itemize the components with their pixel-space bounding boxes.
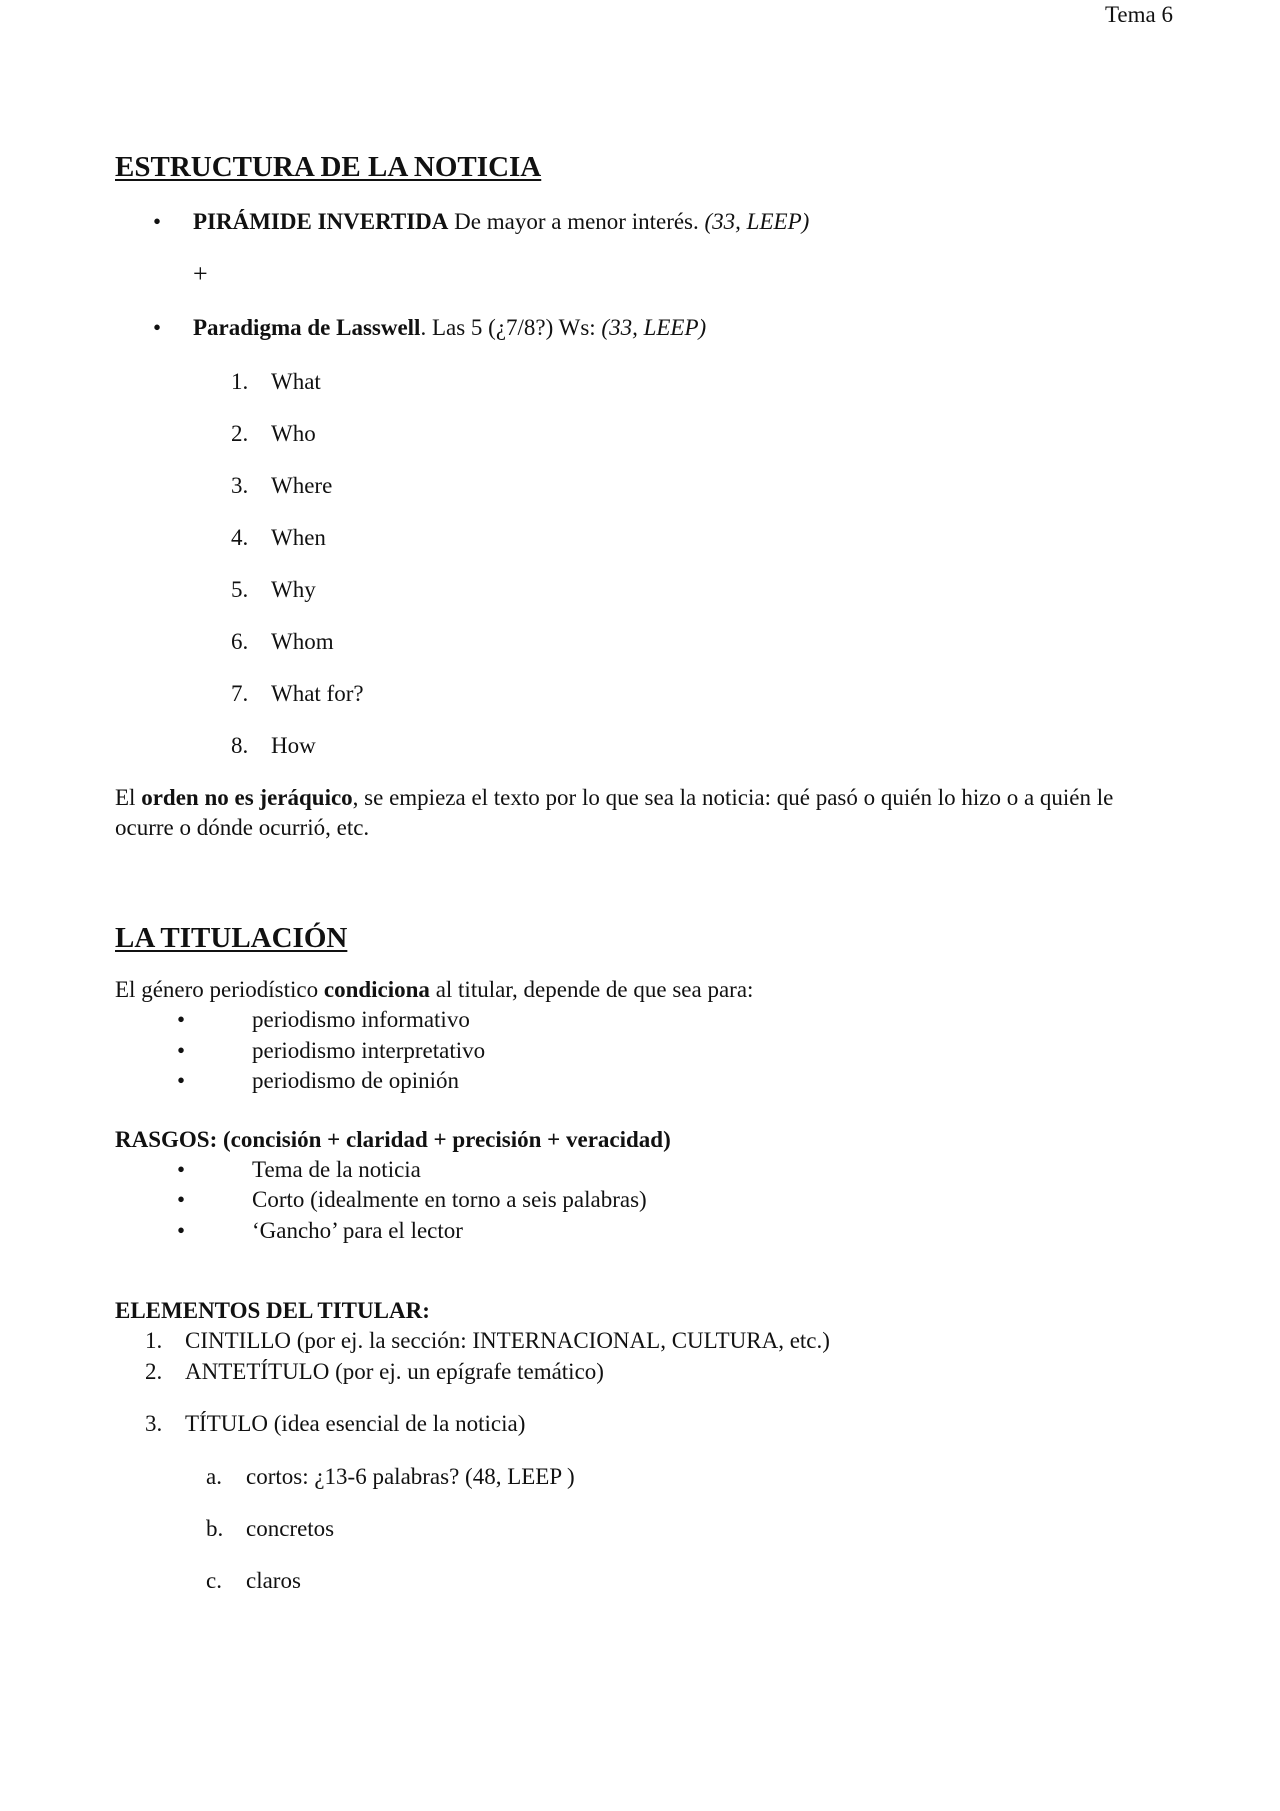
bullet-bold-term: Paradigma de Lasswell bbox=[193, 314, 421, 340]
document-body bbox=[115, 150, 1175, 1618]
titulo-sublist bbox=[115, 1462, 1175, 1618]
list-item: 2. Who bbox=[231, 420, 316, 446]
section-heading-titulacion: LA TITULACIÓN bbox=[115, 921, 348, 954]
list-item: 1. What bbox=[231, 368, 321, 394]
genre-list bbox=[115, 1005, 1175, 1097]
list-item: • periodismo interpretativo bbox=[177, 1037, 486, 1063]
list-item: • periodismo de opinión bbox=[177, 1068, 459, 1094]
list-item: b. concretos bbox=[206, 1515, 335, 1541]
section-heading-estructura: ESTRUCTURA DE LA NOTICIA bbox=[115, 151, 542, 183]
list-item: • Corto (idealmente en torno a seis palabras) bbox=[177, 1187, 647, 1213]
paragraph-orden: El orden no es jeráquico, se empieza el texto por lo que sea la noticia: qué pasó o quién lo hizo o a quién le ocurre o dónde ocurrió, etc. bbox=[115, 784, 1114, 840]
list-item: 8. How bbox=[231, 732, 316, 758]
rasgos-title: RASGOS: (concisión + claridad + precisión + veracidad) bbox=[115, 1126, 671, 1152]
plus-sign: + bbox=[193, 258, 208, 288]
bullet-text: . Las 5 (¿7/8?) Ws: bbox=[420, 314, 602, 340]
list-item: 4. When bbox=[231, 524, 326, 550]
list-item: 2. ANTETÍTULO (por ej. un epígrafe temático) bbox=[145, 1358, 604, 1384]
list-item: c. claros bbox=[206, 1567, 301, 1593]
list-item: • periodismo informativo bbox=[177, 1007, 470, 1033]
rasgos-list bbox=[115, 1155, 1175, 1247]
bullet-lasswell bbox=[115, 313, 1175, 347]
list-item: • ‘Gancho’ para el lector bbox=[177, 1217, 463, 1243]
list-item: • Tema de la noticia bbox=[177, 1156, 421, 1182]
bullet-text: De mayor a menor interés. bbox=[448, 208, 705, 234]
list-item: 3. Where bbox=[231, 472, 333, 498]
elementos-title: ELEMENTOS DEL TITULAR: bbox=[115, 1298, 430, 1324]
list-item: 3. TÍTULO (idea esencial de la noticia) bbox=[145, 1411, 526, 1437]
list-item: 1. CINTILLO (por ej. la sección: INTERNACIONAL, CULTURA, etc.) bbox=[145, 1328, 830, 1354]
paragraph-genero: El género periodístico condiciona al titular, depende de que sea para: bbox=[115, 977, 754, 1003]
bullet-citation: (33, LEEP) bbox=[601, 314, 707, 340]
list-item: 5. Why bbox=[231, 576, 316, 602]
bullet-piramide bbox=[115, 207, 1175, 241]
ws-list bbox=[115, 367, 1175, 783]
bullet-dot: • bbox=[153, 208, 162, 234]
bullet-bold-term: PIRÁMIDE INVERTIDA bbox=[193, 208, 449, 234]
elementos-list bbox=[115, 1326, 1175, 1440]
bullet-citation: (33, LEEP) bbox=[704, 208, 810, 234]
bullet-dot: • bbox=[153, 314, 162, 340]
page-header-label: Tema 6 bbox=[1104, 2, 1173, 27]
list-item: a. cortos: ¿13-6 palabras? (48, LEEP ) bbox=[206, 1463, 575, 1489]
list-item: 7. What for? bbox=[231, 680, 364, 706]
list-item: 6. Whom bbox=[231, 628, 334, 654]
